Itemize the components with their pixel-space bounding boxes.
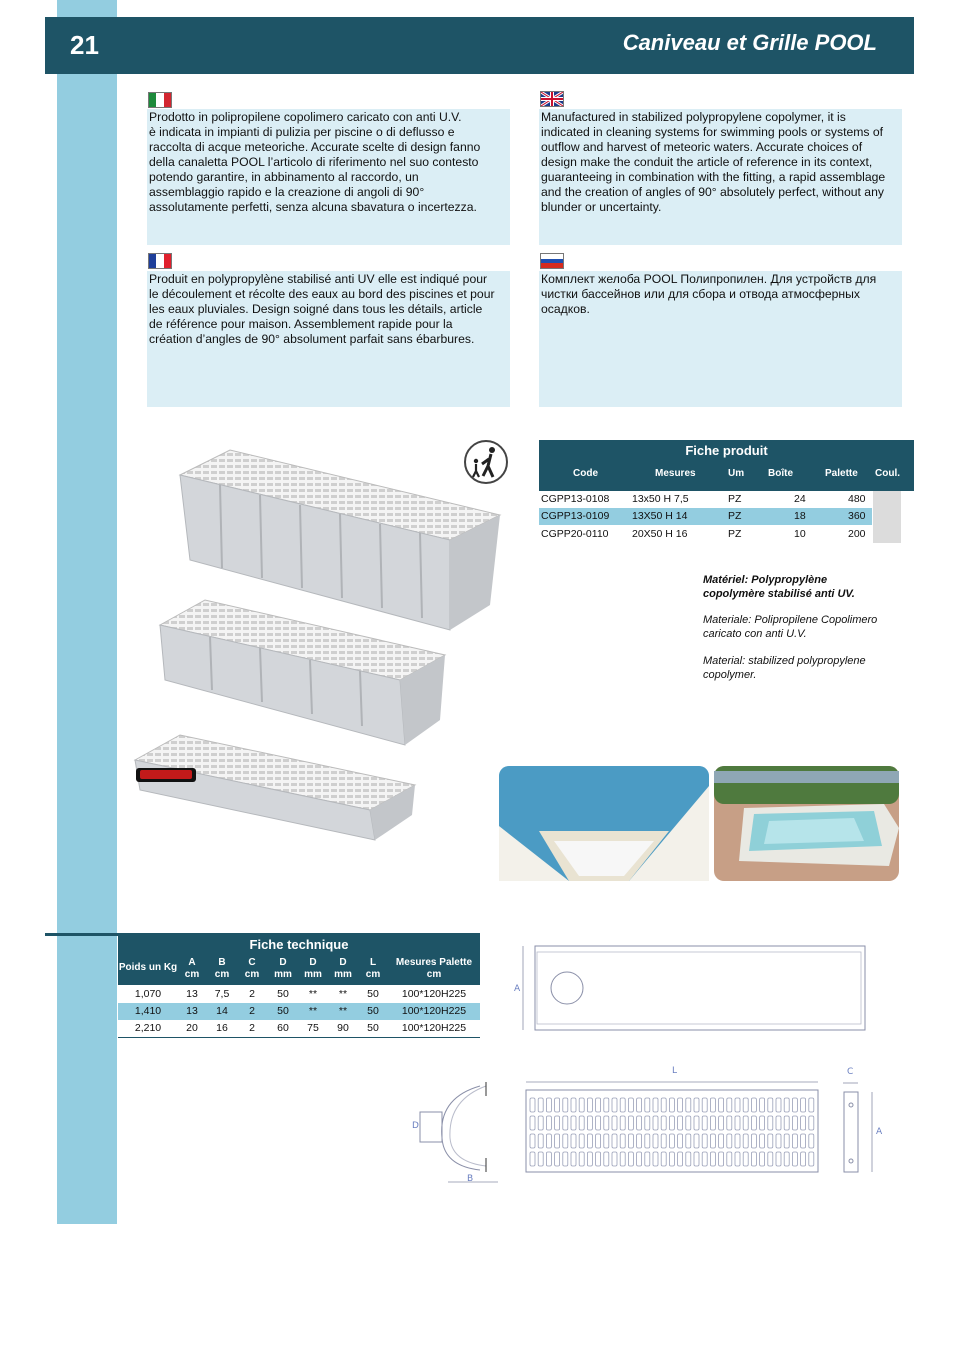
side-bar — [57, 0, 117, 1224]
italian-description: Prodotto in polipropilene copolimero caricato con anti U.V. è indicata in impianti di pulizia per piscine o di deflusso e raccolta di acque meteoriche. Accurate scelte di design fanno della canaletta POOL l’articolo di riferimento nel suo contesto potendo garantire, in abbinamento al raccordo, un assemblaggio rapido e la creazione di angoli di 90° assolutamente perfetti, senza alcuna sbavatura o incertezza. — [147, 109, 510, 245]
side-view-drawing — [505, 938, 880, 1038]
ft-col-d2: D — [309, 957, 317, 968]
ft-col-d2-unit: mm — [304, 969, 322, 980]
france-flag-icon — [148, 253, 172, 269]
ft-col-c-unit: cm — [244, 969, 260, 980]
fiche-produit-header — [539, 440, 914, 491]
table-row: 1,410 13 14 2 50 ** ** 50 100*120H225 — [118, 1003, 480, 1020]
page-title: Caniveau et Grille POOL — [622, 30, 877, 55]
dim-label-a: A — [514, 984, 521, 994]
fp-col-mesures: Mesures — [655, 468, 696, 479]
english-description: Manufactured in stabilized polypropylene copolymer, it is indicated in cleaning systems for swimming pools or systems of outflow and harvest of meteoric waters. Accurate choices of design make the conduit the article of reference in its context, guaranteeing in combination with the fitting, a rapid assemblage and the creation of angles of 90° absolutely perfect, without any blunder or uncertainty. — [539, 109, 902, 245]
uk-flag-icon — [540, 91, 564, 107]
fiche-technique-bottom-rule — [118, 1037, 480, 1038]
ft-col-b: B — [218, 957, 226, 968]
product-channels-image — [130, 440, 510, 850]
end-view-drawing — [838, 1078, 878, 1178]
material-en: Material: stabilized polypropylene copolymer. — [703, 655, 866, 681]
table-row: CGPP13-0108 13x50 H 7,5 PZ 24 480 — [541, 493, 866, 505]
russian-description: Комплект желоба POOL Полипропилен. Для устройств для чистки бассейнов или для сбора и отвода атмосферных осадков. — [539, 271, 902, 407]
fp-col-palette: Palette — [825, 468, 858, 479]
ft-col-poids: Poids un Kg — [118, 962, 178, 973]
swimming-pool-photo — [714, 766, 899, 881]
top-view-grate-drawing — [520, 1070, 825, 1175]
brand-logo-accent — [140, 770, 192, 779]
fiche-produit-title: Fiche produit — [685, 443, 768, 458]
ft-col-l: L — [369, 957, 377, 968]
corner-fitting-drawing — [408, 1078, 503, 1186]
fp-col-um: Um — [728, 468, 745, 479]
ft-col-c: C — [248, 957, 256, 968]
dim-label-l: L — [672, 1066, 678, 1076]
table-row: CGPP13-0109 13X50 H 14 PZ 18 360 — [539, 508, 872, 525]
fiche-technique-title: Fiche technique — [249, 937, 349, 952]
dim-label-c: C — [847, 1067, 854, 1077]
ft-col-d1: D — [279, 957, 287, 968]
french-description: Produit en polypropylène stabilisé anti UV elle est indiqué pour le découlement et récolte des eaux au bord des piscines et pour les eaux pluviales. Design soigné dans tous les détails, article de référence pour maison. Assemblement rapide pour la création d’angles de 90° absolument parfait sans ébarbures. — [147, 271, 510, 407]
ft-col-a-unit: cm — [184, 969, 200, 980]
table-row: 1,070 13 7,5 2 50 ** ** 50 100*120H225 — [134, 988, 467, 1000]
fp-col-boite: Boîte — [768, 468, 793, 479]
material-fr: Matériel: Polypropylène copolymère stabilisé anti UV. — [703, 574, 855, 600]
pool-corner-photo — [499, 766, 709, 881]
ft-col-a: A — [188, 957, 196, 968]
dim-label-a2: A — [876, 1127, 883, 1137]
fiche-technique-accent — [45, 933, 118, 936]
ft-col-b-unit: cm — [214, 969, 230, 980]
russia-flag-icon — [540, 253, 564, 269]
ft-col-l-unit: cm — [365, 969, 381, 980]
dim-label-b: B — [467, 1174, 474, 1184]
italy-flag-icon — [148, 92, 172, 108]
ft-col-d3: D — [339, 957, 347, 968]
ft-col-d1-unit: mm — [274, 969, 292, 980]
ft-col-palette-unit: cm — [426, 969, 442, 980]
page-number: 21 — [70, 30, 99, 60]
table-row: CGPP20-0110 20X50 H 16 PZ 10 200 — [541, 528, 866, 540]
dim-label-d: D — [412, 1121, 419, 1131]
fp-coul-cells — [873, 491, 901, 543]
ft-col-d3-unit: mm — [334, 969, 352, 980]
table-row: 2,210 20 16 2 60 75 90 50 100*120H225 — [134, 1022, 467, 1034]
pedestrian-traffic-icon — [462, 439, 512, 485]
material-it: Materiale: Polipropilene Copolimero caricato con anti U.V. — [703, 614, 878, 640]
ft-col-palette: Mesures Palette — [395, 957, 473, 968]
fp-col-coul: Coul. — [875, 468, 900, 479]
fp-col-code: Code — [573, 468, 598, 479]
fiche-technique-header — [118, 933, 480, 985]
